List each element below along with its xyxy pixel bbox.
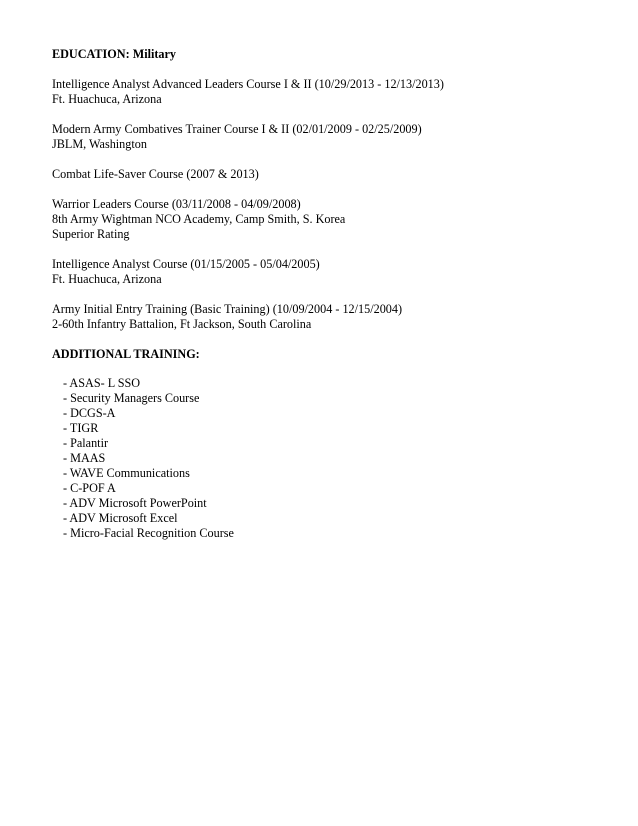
education-heading: EDUCATION: Military [52,47,177,61]
entry-location: JBLM, Washington [52,137,147,151]
entry-location: 2-60th Infantry Battalion, Ft Jackson, South Carolina [52,317,312,331]
education-entry-6 [52,302,612,332]
list-item: - Palantir [63,436,109,450]
education-entry-1 [52,77,612,107]
additional-training-heading: ADDITIONAL TRAINING: [52,347,200,361]
list-item: - TIGR [63,421,99,435]
list-item: - Security Managers Course [63,391,200,405]
list-item: - WAVE Communications [63,466,190,480]
education-entry-3 [52,167,612,182]
education-entry-5 [52,257,612,287]
entry-rating: Superior Rating [52,227,130,241]
entry-location: 8th Army Wightman NCO Academy, Camp Smith, S. Korea [52,212,346,226]
list-item: - ADV Microsoft Excel [63,511,178,525]
education-entry-2 [52,122,612,152]
entry-title: Army Initial Entry Training (Basic Training) (10/09/2004 - 12/15/2004) [52,302,403,316]
education-entry-4 [52,197,612,242]
entry-title: Combat Life-Saver Course (2007 & 2013) [52,167,259,181]
list-item: - C-POF A [63,481,116,495]
list-item: - ADV Microsoft PowerPoint [63,496,207,510]
list-item: - Micro-Facial Recognition Course [63,526,234,540]
list-item: - MAAS [63,451,106,465]
entry-title: Modern Army Combatives Trainer Course I & II (02/01/2009 - 02/25/2009) [52,122,422,136]
additional-training-list [52,376,612,541]
list-item: - ASAS- L SSO [63,376,141,390]
resume-page [52,47,612,541]
entry-location: Ft. Huachuca, Arizona [52,272,162,286]
entry-title: Warrior Leaders Course (03/11/2008 - 04/09/2008) [52,197,301,211]
entry-location: Ft. Huachuca, Arizona [52,92,162,106]
list-item: - DCGS-A [63,406,116,420]
entry-title: Intelligence Analyst Course (01/15/2005 - 05/04/2005) [52,257,320,271]
entry-title: Intelligence Analyst Advanced Leaders Course I & II (10/29/2013 - 12/13/2013) [52,77,444,91]
